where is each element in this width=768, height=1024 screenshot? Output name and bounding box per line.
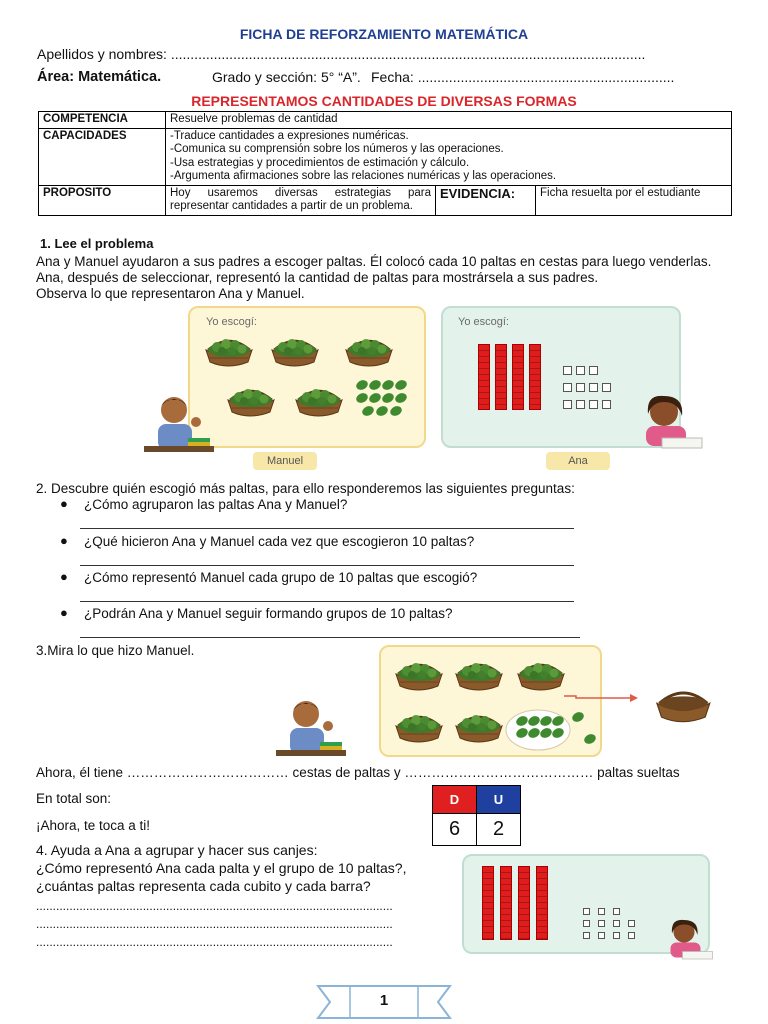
ten-rod — [495, 344, 507, 410]
ten-rod — [500, 866, 512, 940]
bullet-icon: ● — [60, 496, 68, 511]
capacidad-item: -Traduce cantidades a expresiones numéricas. — [170, 129, 409, 142]
answer-line-1[interactable] — [80, 528, 574, 529]
du-table — [432, 785, 521, 846]
manuel-panel-caption: Yo escogí: — [206, 316, 257, 328]
unit-cube — [598, 908, 605, 915]
ten-rod — [518, 866, 530, 940]
bullet-icon: ● — [60, 605, 68, 620]
du-header-d: D — [433, 786, 477, 814]
evidencia-value: Ficha resuelta por el estudiante — [536, 185, 732, 215]
baskets-exchange-illustration — [386, 652, 726, 756]
competencia-value: Resuelve problemas de cantidad — [166, 112, 732, 129]
page-number: 1 — [379, 992, 389, 1009]
answer-line-3[interactable] — [80, 601, 574, 602]
unit-cube — [598, 920, 605, 927]
problem-line: Ana, después de seleccionar, representó la cantidad de paltas para mostrársela a sus padres. — [36, 270, 599, 285]
unit-cube — [576, 383, 585, 392]
ten-rod — [536, 866, 548, 940]
ana-panel-caption: Yo escogí: — [458, 316, 509, 328]
unit-cube — [628, 932, 635, 939]
question-2: ¿Qué hicieron Ana y Manuel cada vez que escogieron 10 paltas? — [84, 534, 475, 549]
unit-cube — [576, 400, 585, 409]
area-label: Área: Matemática. — [37, 69, 162, 85]
question-4: ¿Podrán Ana y Manuel seguir formando grupos de 10 paltas? — [84, 606, 453, 621]
section4-question: ¿cuántas paltas representa cada cubito y cada barra? — [36, 878, 371, 894]
section1-heading: 1. Lee el problema — [40, 236, 154, 251]
unit-cube — [583, 920, 590, 927]
capacidades-list — [166, 128, 732, 185]
grade-label: Grado y sección: 5° “A”. — [212, 69, 361, 85]
unit-cube — [589, 366, 598, 375]
unit-cube — [589, 383, 598, 392]
manuel-boy-small-illustration — [276, 696, 356, 760]
capacidades-row — [39, 128, 732, 185]
proposito-value: Hoy usaremos diversas estrategias para representar cantidades a partir de un problema. — [166, 185, 436, 215]
capacidad-item: -Comunica su comprensión sobre los números y las operaciones. — [170, 143, 504, 155]
ten-rod — [529, 344, 541, 410]
unit-cube — [613, 908, 620, 915]
section4-heading: 4. Ayuda a Ana a agrupar y hacer sus canjes: — [36, 842, 318, 858]
unit-cube — [613, 932, 620, 939]
name-field[interactable]: Apellidos y nombres: .......................................................................................................................... — [37, 46, 646, 62]
capacidad-item: -Usa estrategias y procedimientos de estimación y cálculo. — [170, 156, 470, 169]
bullet-icon: ● — [60, 533, 68, 548]
ten-rod — [482, 866, 494, 940]
unit-cube — [613, 920, 620, 927]
competencia-label: COMPETENCIA — [39, 112, 166, 129]
problem-line: Observa lo que representaron Ana y Manuel. — [36, 286, 305, 301]
capacidad-item: -Argumenta afirmaciones sobre las relaciones numéricas y las operaciones. — [170, 170, 557, 182]
unit-cube — [589, 400, 598, 409]
answer-line-2[interactable] — [80, 565, 574, 566]
unit-cube — [598, 932, 605, 939]
unit-cube — [563, 400, 572, 409]
unit-cube — [563, 366, 572, 375]
problem-line: Ana y Manuel ayudaron a sus padres a escoger paltas. Él colocó cada 10 paltas en cestas para luego venderlas. — [36, 254, 712, 269]
ten-rod — [512, 344, 524, 410]
manuel-baskets-illustration — [200, 328, 420, 438]
evidencia-label: EVIDENCIA: — [436, 185, 536, 215]
answer-dotted-line[interactable]: ........................................................................................................... — [36, 935, 393, 949]
manuel-boy-illustration — [144, 392, 224, 456]
total-label: En total son: — [36, 791, 112, 806]
unit-cube — [583, 908, 590, 915]
section4-question: ¿Cómo representó Ana cada palta y el grupo de 10 paltas?, — [36, 860, 407, 876]
section3-heading: 3.Mira lo que hizo Manuel. — [36, 643, 195, 658]
answer-dotted-line[interactable]: ........................................................................................................... — [36, 917, 393, 931]
page-title: FICHA DE REFORZAMIENTO MATEMÁTICA — [239, 26, 529, 42]
date-field[interactable]: Fecha: .................................................................. — [371, 69, 675, 85]
proposito-label: PROPOSITO — [39, 185, 166, 215]
competency-table — [38, 111, 732, 216]
unit-cube — [628, 920, 635, 927]
question-3: ¿Cómo representó Manuel cada grupo de 10 paltas que escogió? — [84, 570, 478, 585]
proposito-row — [39, 185, 732, 215]
baskets-sentence[interactable]: Ahora, él tiene ……………………………… cestas de paltas y …………………………………… paltas sueltas — [36, 765, 680, 780]
ten-rod — [478, 344, 490, 410]
manuel-tag: Manuel — [253, 452, 317, 470]
du-value-u[interactable]: 2 — [477, 814, 521, 846]
section-subtitle: REPRESENTAMOS CANTIDADES DE DIVERSAS FORMAS — [191, 93, 577, 109]
competencia-row — [39, 112, 732, 129]
unit-cube — [583, 932, 590, 939]
capacidades-label: CAPACIDADES — [39, 128, 166, 185]
question-1: ¿Cómo agruparon las paltas Ana y Manuel? — [84, 497, 348, 512]
ana-girl-illustration — [632, 392, 712, 456]
your-turn-label: ¡Ahora, te toca a ti! — [36, 818, 151, 833]
du-header-u: U — [477, 786, 521, 814]
unit-cube — [602, 383, 611, 392]
answer-dotted-line[interactable]: ........................................................................................................... — [36, 899, 393, 913]
unit-cube — [576, 366, 585, 375]
ana-tag: Ana — [546, 452, 610, 470]
bullet-icon: ● — [60, 569, 68, 584]
ana-girl-small-illustration — [660, 916, 720, 966]
unit-cube — [602, 400, 611, 409]
answer-line-4[interactable] — [80, 637, 580, 638]
du-value-d[interactable]: 6 — [433, 814, 477, 846]
section2-heading: 2. Descubre quién escogió más paltas, para ello responderemos las siguientes preguntas: — [36, 481, 575, 496]
unit-cube — [563, 383, 572, 392]
